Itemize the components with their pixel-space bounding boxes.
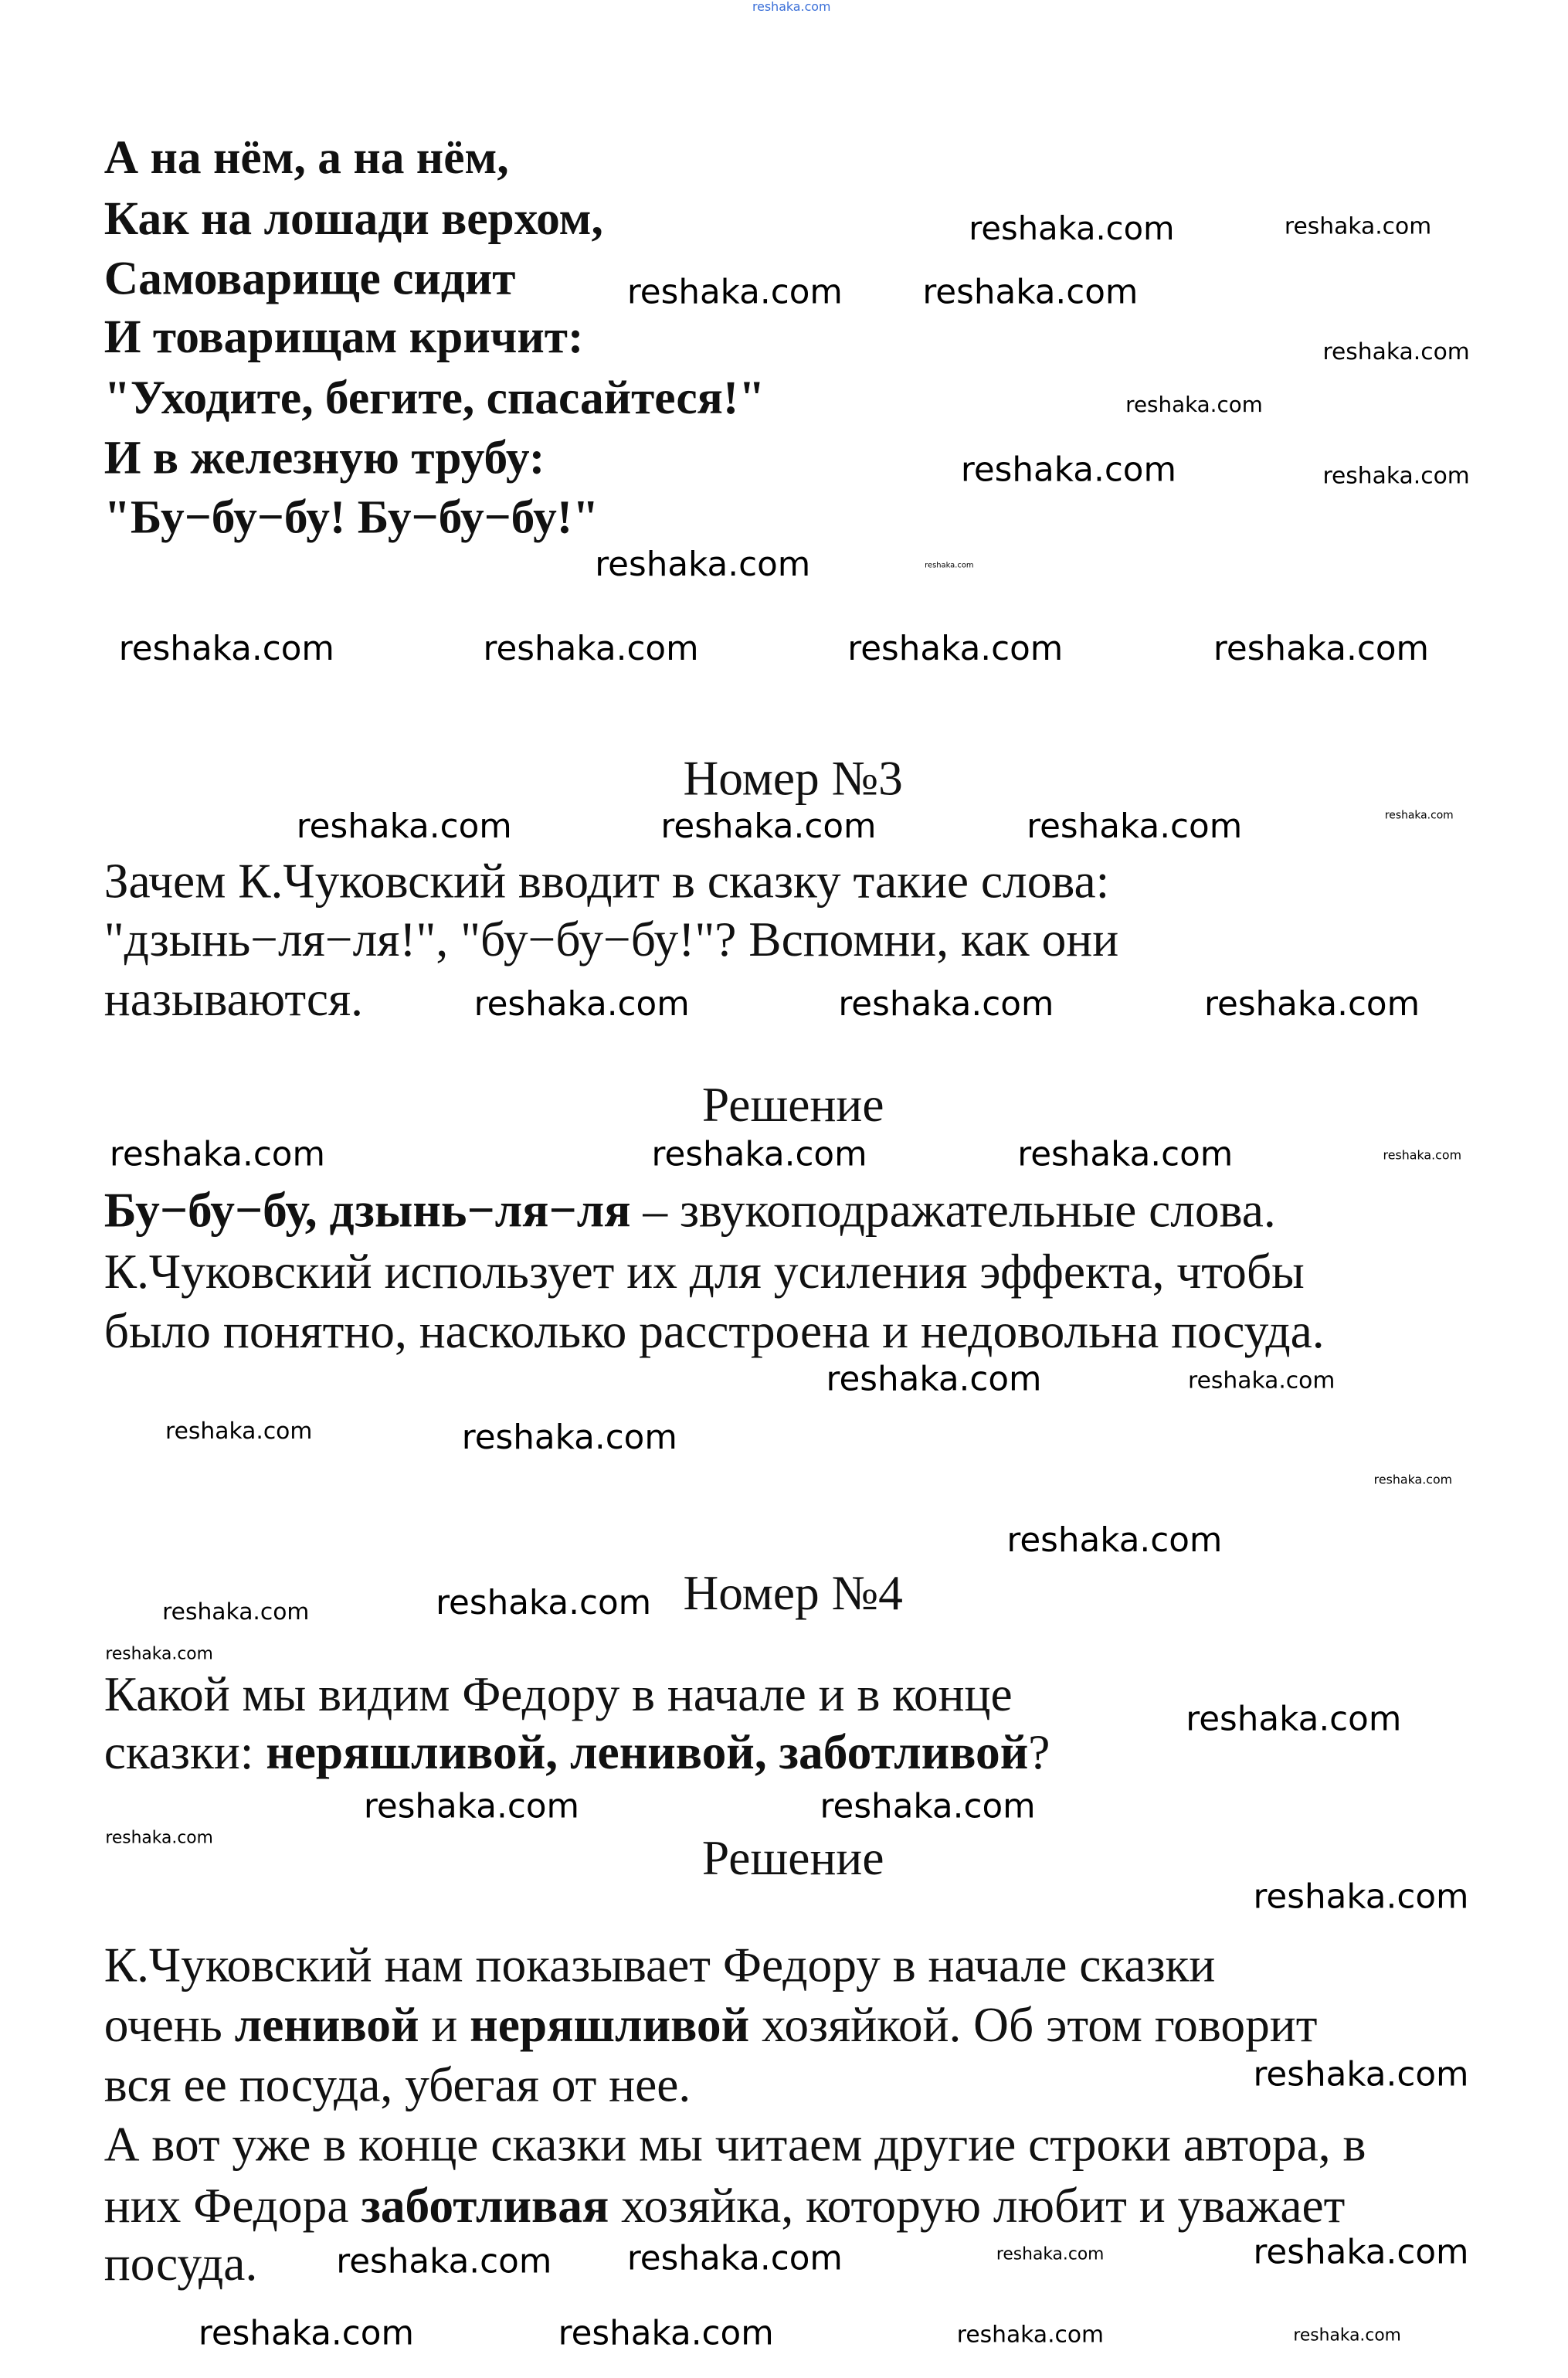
watermark: reshaka.com [461,1419,677,1458]
text: хозяйкой. Об этом говорит [749,1996,1318,2052]
task3-solution-line [104,1182,1276,1238]
bold-text: неряшливой [470,1996,750,2052]
task3-solution-line: К.Чуковский использует их для усиления эффекта, чтобы [104,1243,1305,1299]
watermark: reshaka.com [626,2240,843,2279]
watermark: reshaka.com [925,561,974,571]
text: и [419,1996,470,2052]
bold-text: неряшливой, ленивой, заботливой [266,1724,1029,1780]
text: сказки: [104,1724,266,1780]
poem-line: "Бу−бу−бу! Бу−бу−бу!" [104,490,599,544]
watermark: reshaka.com [626,273,843,313]
watermark: reshaka.com [820,1788,1036,1827]
watermark: reshaka.com [651,1136,867,1175]
task4-solution-line: К.Чуковский нам показывает Федору в начале сказки [104,1937,1216,1992]
poem-line: Самоварище сидит [104,251,516,305]
watermark: reshaka.com [847,630,1064,670]
watermark: reshaka.com [826,1361,1042,1400]
task4-question-line: Какой мы видим Федору в начале и в конце [104,1666,1013,1721]
text: ? [1028,1724,1050,1780]
task4-question-line [104,1724,1050,1780]
watermark: reshaka.com [1006,1522,1223,1561]
watermark: reshaka.com [960,451,1176,491]
watermark: reshaka.com [956,2320,1105,2349]
watermark: reshaka.com [1186,1701,1402,1740]
watermark: reshaka.com [1322,461,1470,490]
task3-question-line: Зачем К.Чуковский вводит в сказку такие слова: [104,852,1110,909]
text: очень [104,1996,235,2052]
watermark: reshaka.com [595,546,811,586]
watermark: reshaka.com [336,2243,552,2282]
watermark: reshaka.com [1204,986,1420,1024]
watermark: reshaka.com [1188,1366,1336,1395]
watermark: reshaka.com [752,0,831,14]
watermark: reshaka.com [1284,212,1432,240]
task4-solution-line: вся ее посуда, убегая от нее. [104,2056,691,2112]
text: них Федора [104,2177,361,2233]
poem-line: И в железную трубу: [104,430,545,484]
watermark: reshaka.com [1384,809,1454,822]
bold-text: ленивой [234,1996,419,2052]
poem-line: Как на лошади верхом, [104,191,603,246]
watermark: reshaka.com [660,808,877,848]
task4-heading: Номер №4 [683,1564,903,1620]
watermark: reshaka.com [969,210,1175,248]
watermark: reshaka.com [838,986,1054,1024]
watermark: reshaka.com [1373,1473,1453,1487]
task4-solution-heading: Решение [701,1829,884,1885]
watermark: reshaka.com [558,2315,774,2354]
task4-solution-line [104,1996,1318,2052]
watermark: reshaka.com [109,1136,325,1175]
watermark: reshaka.com [1253,2056,1469,2095]
task4-solution-line: А вот уже в конце сказки мы читаем другие строки автора, в [104,2116,1366,2172]
bold-text: Бу−бу−бу, дзынь−ля−ля [104,1182,631,1238]
watermark: reshaka.com [1253,1878,1469,1918]
watermark: reshaka.com [473,986,690,1024]
watermark: reshaka.com [162,1598,310,1626]
watermark: reshaka.com [118,630,334,670]
task3-heading: Номер №3 [683,750,903,806]
watermark: reshaka.com [105,1643,213,1664]
task3-solution-heading: Решение [701,1076,884,1132]
task3-solution-line: было понятно, насколько расстроена и недовольна посуда. [104,1303,1325,1359]
watermark: reshaka.com [1293,2325,1401,2346]
watermark: reshaka.com [363,1788,580,1827]
task4-solution-line: посуда. [104,2235,258,2291]
watermark: reshaka.com [1213,630,1430,670]
task3-question-line: "дзынь−ля−ля!", "бу−бу−бу!"? Вспомни, как они [104,911,1119,966]
poem-line: А на нём, а на нём, [104,130,509,184]
watermark: reshaka.com [296,808,512,848]
poem-line: И товарищам кричит: [104,309,584,363]
watermark: reshaka.com [483,630,699,670]
watermark: reshaka.com [1017,1136,1234,1175]
watermark: reshaka.com [1383,1148,1462,1163]
poem-line: "Уходите, бегите, спасайтеся!" [104,370,765,425]
watermark: reshaka.com [165,1417,313,1445]
text: – звукоподражательные слова. [630,1182,1276,1238]
text: хозяйка, которую любит и уважает [609,2177,1346,2233]
task3-question-line: называются. [104,970,364,1026]
watermark: reshaka.com [198,2315,414,2354]
watermark: reshaka.com [1027,808,1243,848]
watermark: reshaka.com [1125,393,1263,419]
watermark: reshaka.com [436,1585,652,1623]
watermark: reshaka.com [105,1827,213,1848]
watermark: reshaka.com [996,2244,1105,2264]
watermark: reshaka.com [1322,338,1470,365]
task4-solution-line [104,2177,1346,2233]
watermark: reshaka.com [1253,2234,1469,2273]
bold-text: заботливая [361,2177,609,2233]
watermark: reshaka.com [922,273,1139,313]
